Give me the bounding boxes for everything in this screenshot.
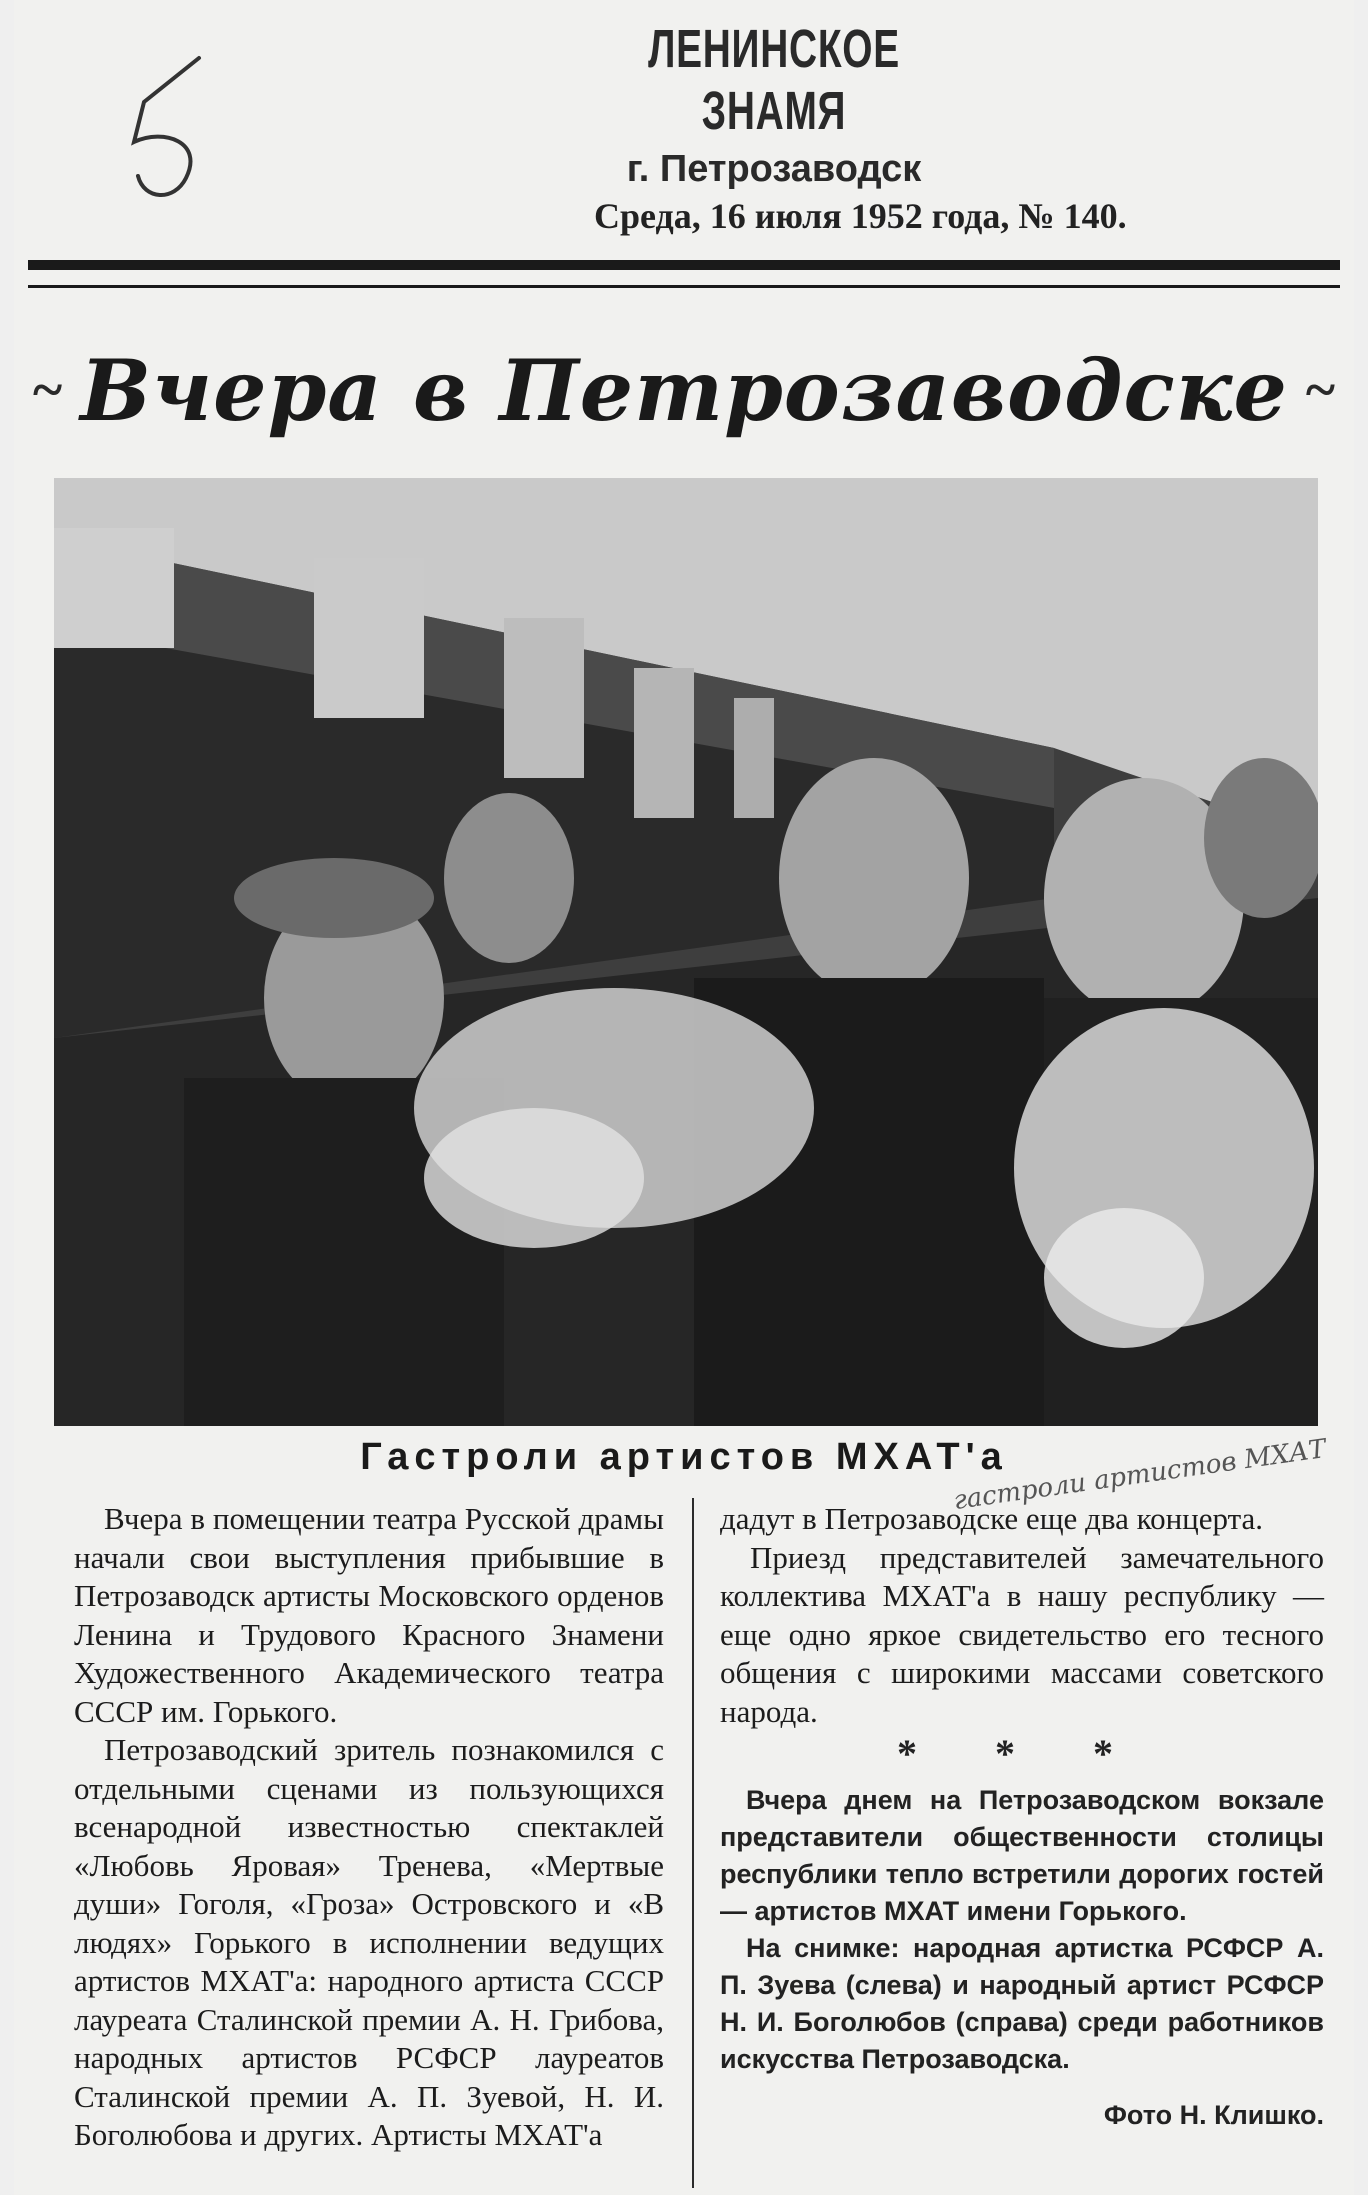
photo-illustration (54, 478, 1318, 1426)
flower-bouquet (424, 1108, 644, 1248)
article-paragraph: дадут в Петрозаводске еще два концерта. (720, 1501, 1264, 1536)
column-divider (692, 1498, 694, 2188)
article-column-left (74, 1500, 664, 2155)
handwritten-margin-note: гастроли артистов МХАТ (951, 1434, 1329, 1516)
person-head (779, 758, 969, 998)
hat (234, 858, 434, 938)
article-paragraph: Петрозаводский зритель познакомился с отдельными сценами из пользующихся всенародной известностью спектаклей «Любовь Яровая» Тренева, «Мертвые души» Гоголя, «Гроза» Островского и «В людях» Горького в исполнении ведущих артистов МХАТ'а: народного артиста СССР лауреата Сталинской премии А. Н. Грибова, народных артистов РСФСР лауреатов Сталинской премии А. П. Зуевой, Н. И. Боголюбова и других. Артисты МХАТ'а (74, 1732, 664, 2152)
article-paragraph: Приезд представителей замечательного коллектива МХАТ'а в нашу республику — еще одно яркое свидетельство его тесного общения с широкими массами советского народа. (720, 1539, 1324, 1729)
article-paragraph: Вчера в помещении театра Русской драмы начали свои выступления прибывшие в Петрозаводск артисты Московского орденов Ленина и Трудового Красного Знамени Художественного Академического театра СССР им. Горького. (74, 1501, 664, 1729)
train-window (634, 668, 694, 818)
flower-bouquet (1044, 1208, 1204, 1348)
newspaper-clipping (14, 0, 1354, 2195)
caption-photo-text: народная артистка РСФСР А. П. Зуева (слева) и народный артист РСФСР Н. И. Боголюбов (справа) среди работников искусства Петрозаводска. (720, 1932, 1324, 2074)
newspaper-name: ЛЕНИНСКОЕ ЗНАМЯ (648, 19, 900, 141)
newspaper-city: г. Петрозаводск (626, 148, 922, 190)
photo-caption (720, 1782, 1324, 2078)
person-head (444, 793, 574, 963)
headline-row (28, 330, 1340, 450)
caption-text: Вчера днем на Петрозаводском вокзале представители общественности столицы республики тепло встретили дорогих гостей — артистов МХАТ имени Горького. (720, 1784, 1324, 1926)
headline: Вчера в Петрозаводске (80, 340, 1288, 440)
article-column-right (720, 1500, 1324, 2134)
train-window (504, 618, 584, 778)
photo-credit: Фото Н. Клишко. (1103, 2099, 1324, 2130)
section-separator: * * * (897, 1731, 1147, 1776)
train-window (734, 698, 774, 818)
train-window (314, 558, 424, 718)
handwritten-number-mark (104, 50, 224, 210)
train-window (54, 528, 174, 648)
tilde-ornament-right: ~ (1305, 359, 1336, 421)
tilde-ornament-left: ~ (32, 359, 63, 421)
caption-photo-label: На снимке: (746, 1932, 900, 1963)
article-subhead: Гастроли артистов МХАТ'а (360, 1436, 1008, 1478)
masthead (494, 18, 1054, 191)
header-rule-thick (28, 260, 1340, 270)
issue-date-line: Среда, 16 июля 1952 года, № 140. (594, 196, 1127, 236)
news-photo (54, 478, 1318, 1426)
header-rule-thin (28, 285, 1340, 288)
